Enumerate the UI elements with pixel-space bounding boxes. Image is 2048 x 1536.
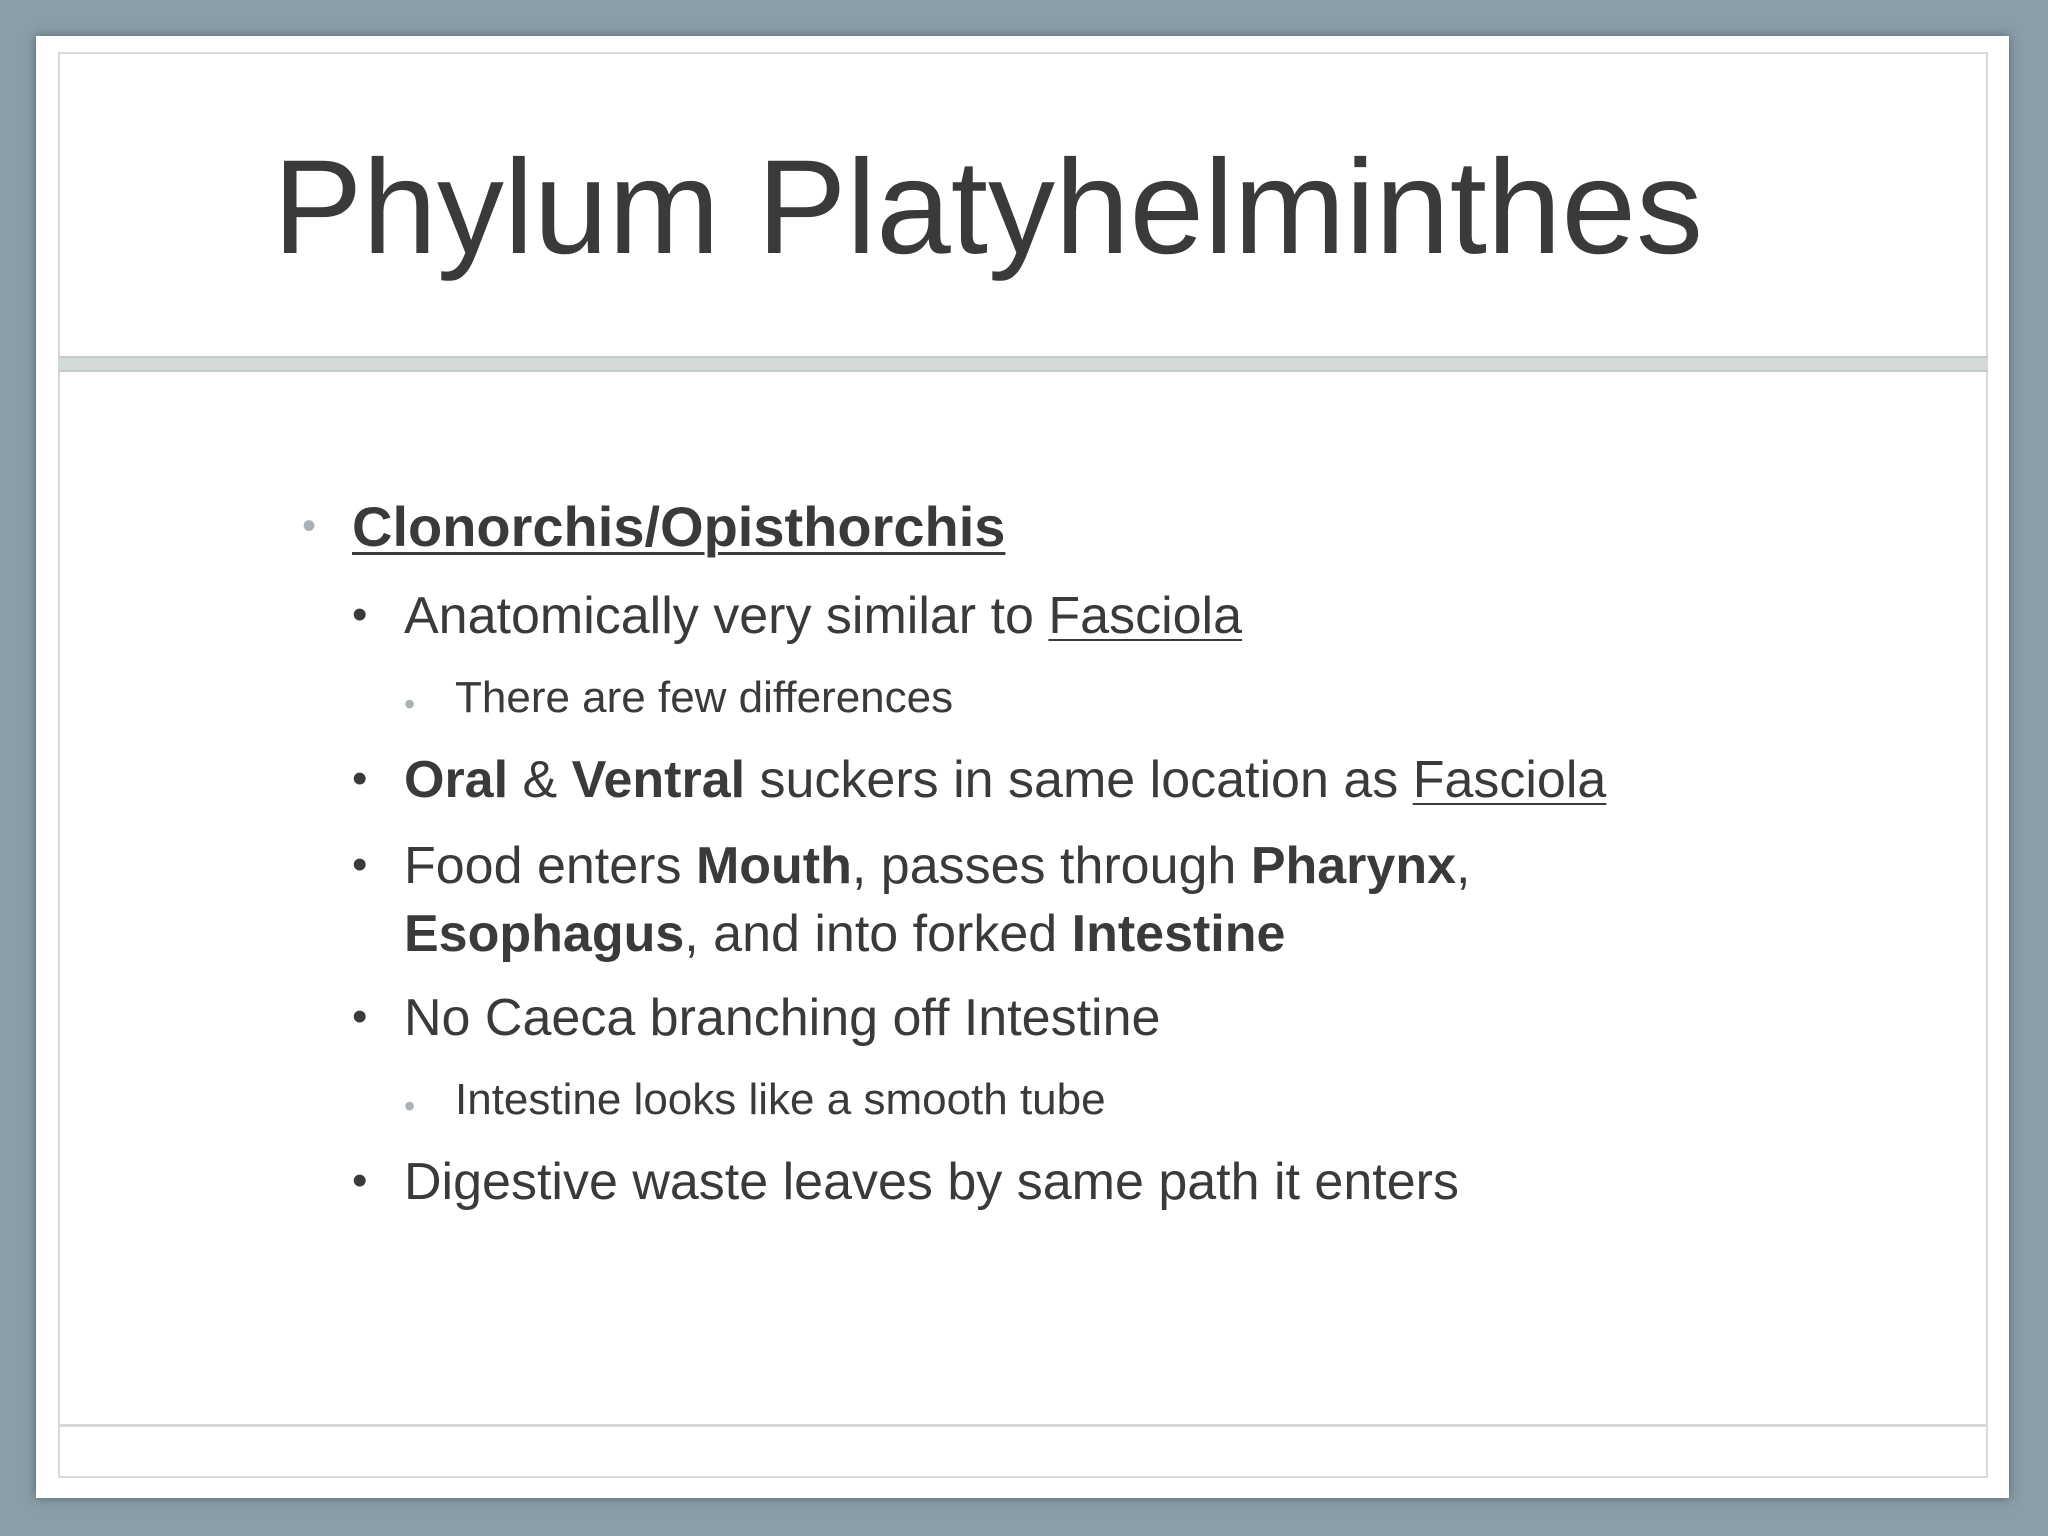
list-item xyxy=(404,746,1606,814)
list-item-text: Food enters xyxy=(404,837,696,895)
list-item: Intestine looks like a smooth tube xyxy=(455,1075,1106,1124)
list-item-text: Anatomically very similar to xyxy=(404,587,1049,645)
term-intestine: Intestine xyxy=(1071,905,1286,963)
bullet-marker: • xyxy=(352,590,368,639)
list-item-continuation xyxy=(404,900,1285,968)
term-esophagus: Esophagus xyxy=(404,905,685,963)
fasciola-link-text: Fasciola xyxy=(1048,587,1243,645)
section-heading: Clonorchis/Opisthorchis xyxy=(352,495,1006,558)
list-item: No Caeca branching off Intestine xyxy=(404,989,1161,1047)
term-ventral: Ventral xyxy=(571,751,746,809)
fasciola-link-text: Fasciola xyxy=(1412,751,1607,809)
bullet-marker: • xyxy=(404,1088,416,1124)
list-item-text: , passes through xyxy=(851,837,1251,895)
bullet-marker: • xyxy=(352,992,368,1041)
list-item xyxy=(404,582,1242,650)
slide-title: Phylum Platyhelminthes xyxy=(273,133,1703,282)
list-item-text: , xyxy=(1456,837,1471,895)
list-item-text: & xyxy=(508,751,572,809)
list-item xyxy=(404,832,1470,900)
bullet-marker: • xyxy=(404,686,416,722)
bullet-marker: • xyxy=(352,840,368,889)
bullet-marker: • xyxy=(302,504,317,548)
bullet-marker: • xyxy=(352,754,368,803)
list-item: Digestive waste leaves by same path it enters xyxy=(404,1153,1459,1211)
list-item: There are few differences xyxy=(455,673,954,722)
term-pharynx: Pharynx xyxy=(1250,837,1457,895)
list-item-text: , and into forked xyxy=(684,905,1072,963)
list-item-text: suckers in same location as xyxy=(745,751,1413,809)
term-mouth: Mouth xyxy=(695,837,852,895)
term-oral: Oral xyxy=(404,751,509,809)
bullet-marker: • xyxy=(352,1156,368,1205)
